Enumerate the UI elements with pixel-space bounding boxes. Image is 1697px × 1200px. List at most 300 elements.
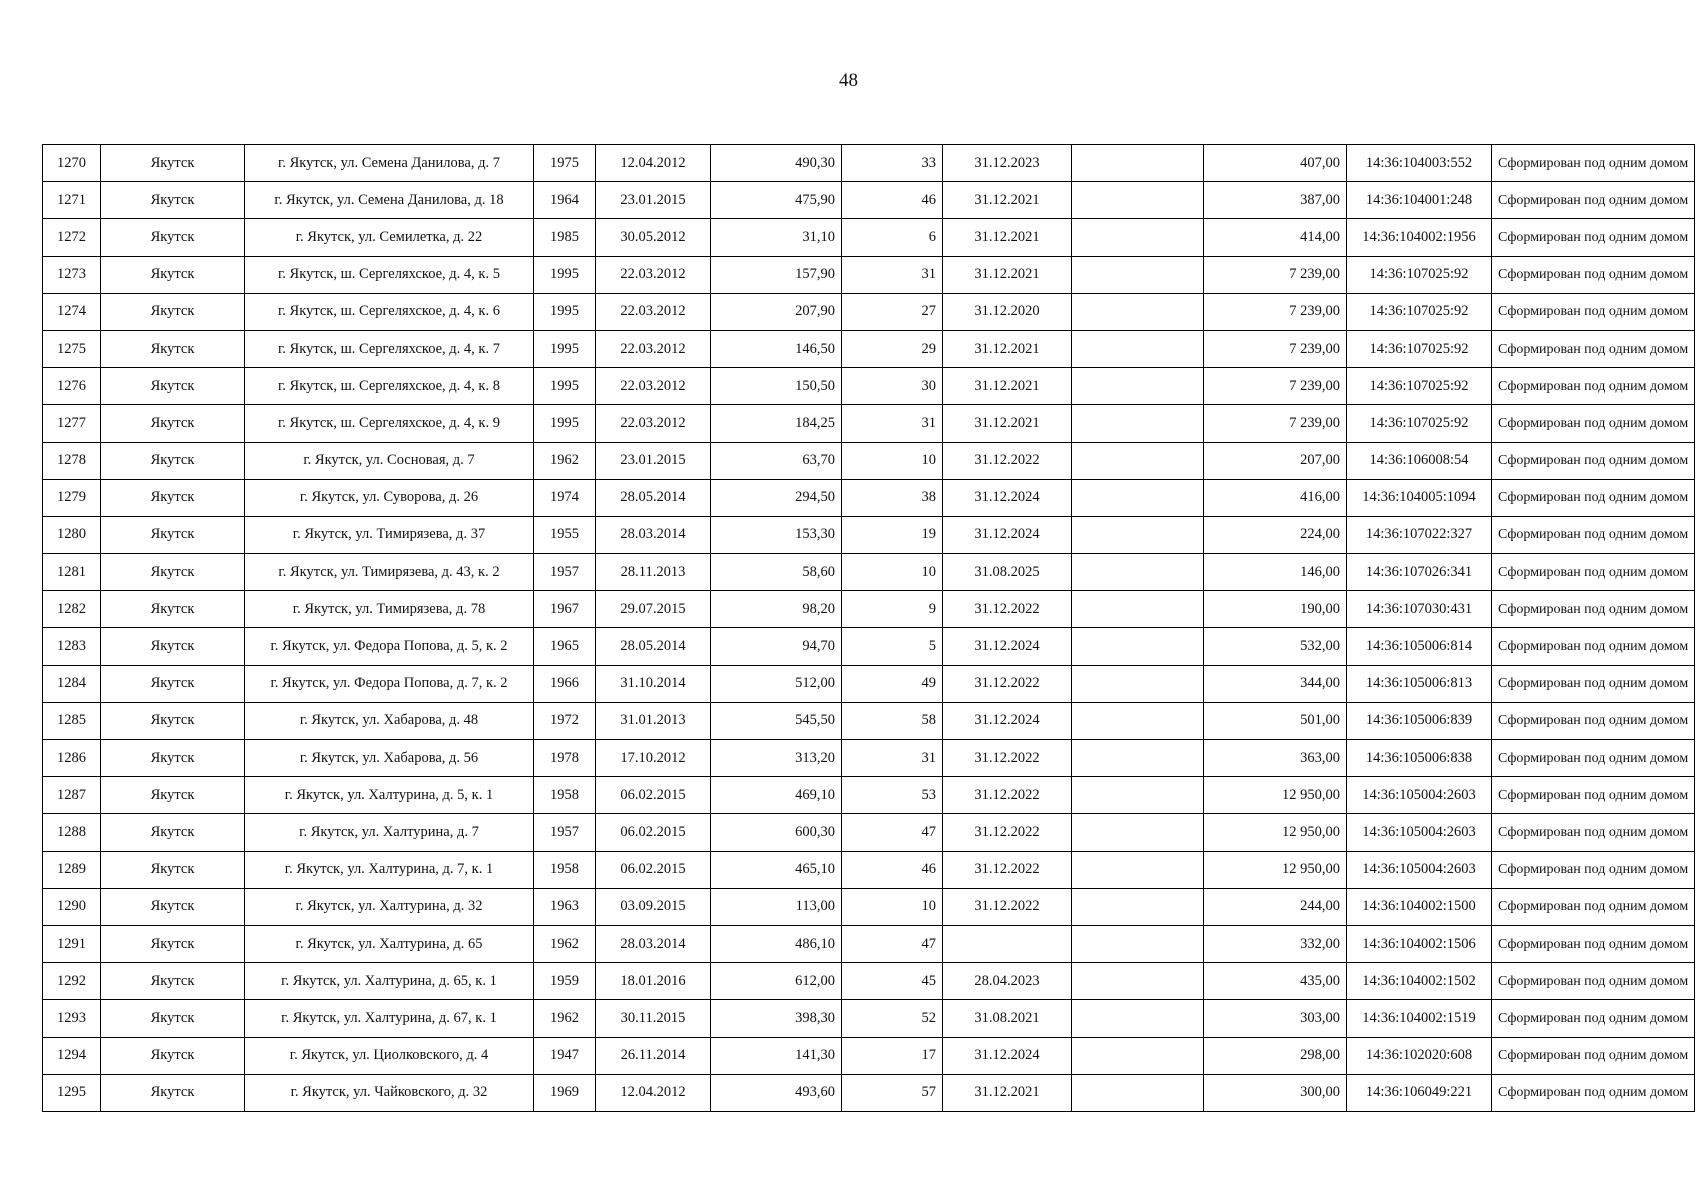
cell-land-status: Сформирован под одним домом: [1492, 442, 1695, 479]
cell-recognition-date: 28.05.2014: [596, 628, 711, 665]
cell-recognition-date: 22.03.2012: [596, 256, 711, 293]
cell-empty-column: [1072, 219, 1204, 256]
cell-empty-column: [1072, 963, 1204, 1000]
cell-land-area: 532,00: [1204, 628, 1347, 665]
cell-recognition-date: 22.03.2012: [596, 293, 711, 330]
cell-land-area: 12 950,00: [1204, 814, 1347, 851]
cell-cadastral-number: 14:36:104002:1519: [1347, 1000, 1492, 1037]
cell-land-area: 7 239,00: [1204, 368, 1347, 405]
cell-living-area: 493,60: [711, 1074, 842, 1111]
cell-settlement: Якутск: [101, 851, 245, 888]
cell-relocation-deadline: 31.12.2024: [943, 516, 1072, 553]
cell-construction-year: 1962: [534, 925, 596, 962]
cell-empty-column: [1072, 702, 1204, 739]
cell-cadastral-number: 14:36:102020:608: [1347, 1037, 1492, 1074]
cell-address: г. Якутск, ул. Халтурина, д. 7: [245, 814, 534, 851]
cell-construction-year: 1985: [534, 219, 596, 256]
cell-living-area: 113,00: [711, 888, 842, 925]
cell-residents-count: 17: [842, 1037, 943, 1074]
cell-cadastral-number: 14:36:104001:248: [1347, 182, 1492, 219]
cell-settlement: Якутск: [101, 1074, 245, 1111]
cell-land-area: 7 239,00: [1204, 293, 1347, 330]
cell-cadastral-number: 14:36:104002:1956: [1347, 219, 1492, 256]
cell-recognition-date: 31.01.2013: [596, 702, 711, 739]
cell-address: г. Якутск, ул. Суворова, д. 26: [245, 479, 534, 516]
cell-cadastral-number: 14:36:104002:1502: [1347, 963, 1492, 1000]
cell-address: г. Якутск, ул. Семена Данилова, д. 18: [245, 182, 534, 219]
cell-land-status: Сформирован под одним домом: [1492, 368, 1695, 405]
cell-settlement: Якутск: [101, 777, 245, 814]
cell-land-status: Сформирован под одним домом: [1492, 628, 1695, 665]
cell-land-area: 7 239,00: [1204, 256, 1347, 293]
cell-land-area: 146,00: [1204, 554, 1347, 591]
cell-land-area: 207,00: [1204, 442, 1347, 479]
cell-recognition-date: 31.10.2014: [596, 665, 711, 702]
cell-cadastral-number: 14:36:107025:92: [1347, 293, 1492, 330]
cell-residents-count: 46: [842, 851, 943, 888]
cell-address: г. Якутск, ш. Сергеляхское, д. 4, к. 8: [245, 368, 534, 405]
cell-settlement: Якутск: [101, 330, 245, 367]
cell-land-status: Сформирован под одним домом: [1492, 963, 1695, 1000]
cell-empty-column: [1072, 330, 1204, 367]
cell-construction-year: 1963: [534, 888, 596, 925]
cell-address: г. Якутск, ул. Циолковского, д. 4: [245, 1037, 534, 1074]
cell-recognition-date: 28.05.2014: [596, 479, 711, 516]
cell-land-status: Сформирован под одним домом: [1492, 814, 1695, 851]
cell-settlement: Якутск: [101, 888, 245, 925]
cell-cadastral-number: 14:36:107025:92: [1347, 405, 1492, 442]
table-row: [43, 442, 1695, 479]
cell-recognition-date: 23.01.2015: [596, 442, 711, 479]
cell-settlement: Якутск: [101, 591, 245, 628]
cell-living-area: 469,10: [711, 777, 842, 814]
cell-land-area: 501,00: [1204, 702, 1347, 739]
cell-land-area: 387,00: [1204, 182, 1347, 219]
cell-land-status: Сформирован под одним домом: [1492, 330, 1695, 367]
cell-address: г. Якутск, ул. Хабарова, д. 56: [245, 740, 534, 777]
table-row: [43, 256, 1695, 293]
cell-row-number: 1293: [43, 1000, 101, 1037]
page-number: 48: [839, 70, 858, 91]
table-row: [43, 368, 1695, 405]
cell-row-number: 1291: [43, 925, 101, 962]
cell-settlement: Якутск: [101, 442, 245, 479]
cell-settlement: Якутск: [101, 1000, 245, 1037]
table-row: [43, 814, 1695, 851]
cell-construction-year: 1962: [534, 1000, 596, 1037]
cell-settlement: Якутск: [101, 702, 245, 739]
cell-living-area: 545,50: [711, 702, 842, 739]
cell-living-area: 146,50: [711, 330, 842, 367]
cell-address: г. Якутск, ул. Семилетка, д. 22: [245, 219, 534, 256]
table-row: [43, 591, 1695, 628]
cell-row-number: 1271: [43, 182, 101, 219]
cell-residents-count: 38: [842, 479, 943, 516]
cell-living-area: 294,50: [711, 479, 842, 516]
cell-recognition-date: 22.03.2012: [596, 368, 711, 405]
cell-settlement: Якутск: [101, 293, 245, 330]
cell-residents-count: 10: [842, 442, 943, 479]
cell-row-number: 1288: [43, 814, 101, 851]
cell-construction-year: 1964: [534, 182, 596, 219]
cell-address: г. Якутск, ул. Тимирязева, д. 78: [245, 591, 534, 628]
cell-recognition-date: 18.01.2016: [596, 963, 711, 1000]
cell-empty-column: [1072, 1000, 1204, 1037]
cell-land-status: Сформирован под одним домом: [1492, 405, 1695, 442]
table-row: [43, 1000, 1695, 1037]
cell-land-area: 303,00: [1204, 1000, 1347, 1037]
cell-cadastral-number: 14:36:107025:92: [1347, 368, 1492, 405]
cell-empty-column: [1072, 665, 1204, 702]
cell-residents-count: 27: [842, 293, 943, 330]
cell-empty-column: [1072, 405, 1204, 442]
cell-recognition-date: 23.01.2015: [596, 182, 711, 219]
cell-settlement: Якутск: [101, 405, 245, 442]
table-row: [43, 182, 1695, 219]
table-row: [43, 330, 1695, 367]
cell-construction-year: 1959: [534, 963, 596, 1000]
cell-address: г. Якутск, ул. Халтурина, д. 5, к. 1: [245, 777, 534, 814]
cell-row-number: 1278: [43, 442, 101, 479]
cell-settlement: Якутск: [101, 516, 245, 553]
table-row: [43, 777, 1695, 814]
cell-living-area: 313,20: [711, 740, 842, 777]
cell-recognition-date: 22.03.2012: [596, 405, 711, 442]
cell-cadastral-number: 14:36:105006:813: [1347, 665, 1492, 702]
cell-cadastral-number: 14:36:105004:2603: [1347, 851, 1492, 888]
cell-relocation-deadline: 31.12.2020: [943, 293, 1072, 330]
cell-row-number: 1273: [43, 256, 101, 293]
cell-relocation-deadline: 31.12.2021: [943, 182, 1072, 219]
cell-construction-year: 1995: [534, 330, 596, 367]
cell-residents-count: 9: [842, 591, 943, 628]
cell-recognition-date: 28.03.2014: [596, 516, 711, 553]
cell-recognition-date: 29.07.2015: [596, 591, 711, 628]
cell-cadastral-number: 14:36:104002:1500: [1347, 888, 1492, 925]
table-row: [43, 479, 1695, 516]
cell-settlement: Якутск: [101, 182, 245, 219]
cell-settlement: Якутск: [101, 219, 245, 256]
cell-living-area: 512,00: [711, 665, 842, 702]
cell-construction-year: 1957: [534, 814, 596, 851]
cell-settlement: Якутск: [101, 628, 245, 665]
cell-recognition-date: 28.11.2013: [596, 554, 711, 591]
cell-relocation-deadline: 31.12.2022: [943, 740, 1072, 777]
cell-relocation-deadline: 31.08.2025: [943, 554, 1072, 591]
cell-residents-count: 30: [842, 368, 943, 405]
cell-land-area: 332,00: [1204, 925, 1347, 962]
cell-cadastral-number: 14:36:104003:552: [1347, 145, 1492, 182]
cell-cadastral-number: 14:36:105006:839: [1347, 702, 1492, 739]
cell-land-status: Сформирован под одним домом: [1492, 1037, 1695, 1074]
cell-residents-count: 52: [842, 1000, 943, 1037]
cell-land-status: Сформирован под одним домом: [1492, 516, 1695, 553]
cell-row-number: 1282: [43, 591, 101, 628]
cell-empty-column: [1072, 145, 1204, 182]
table-row: [43, 925, 1695, 962]
cell-living-area: 600,30: [711, 814, 842, 851]
cell-relocation-deadline: 28.04.2023: [943, 963, 1072, 1000]
cell-empty-column: [1072, 442, 1204, 479]
cell-residents-count: 47: [842, 925, 943, 962]
cell-row-number: 1283: [43, 628, 101, 665]
cell-land-area: 12 950,00: [1204, 851, 1347, 888]
cell-address: г. Якутск, ул. Халтурина, д. 7, к. 1: [245, 851, 534, 888]
cell-row-number: 1292: [43, 963, 101, 1000]
cell-address: г. Якутск, ул. Чайковского, д. 32: [245, 1074, 534, 1111]
cell-residents-count: 33: [842, 145, 943, 182]
cell-relocation-deadline: 31.12.2022: [943, 851, 1072, 888]
cell-residents-count: 10: [842, 888, 943, 925]
cell-settlement: Якутск: [101, 145, 245, 182]
cell-empty-column: [1072, 740, 1204, 777]
cell-cadastral-number: 14:36:107025:92: [1347, 330, 1492, 367]
cell-land-status: Сформирован под одним домом: [1492, 219, 1695, 256]
cell-construction-year: 1962: [534, 442, 596, 479]
table-row: [43, 740, 1695, 777]
cell-relocation-deadline: 31.12.2021: [943, 1074, 1072, 1111]
cell-row-number: 1275: [43, 330, 101, 367]
cell-land-status: Сформирован под одним домом: [1492, 740, 1695, 777]
cell-construction-year: 1967: [534, 591, 596, 628]
cell-recognition-date: 06.02.2015: [596, 777, 711, 814]
cell-construction-year: 1965: [534, 628, 596, 665]
cell-relocation-deadline: 31.12.2022: [943, 814, 1072, 851]
cell-residents-count: 57: [842, 1074, 943, 1111]
cell-land-status: Сформирован под одним домом: [1492, 145, 1695, 182]
cell-living-area: 157,90: [711, 256, 842, 293]
cell-recognition-date: 26.11.2014: [596, 1037, 711, 1074]
housing-registry-table: [42, 144, 1695, 1112]
cell-address: г. Якутск, ш. Сергеляхское, д. 4, к. 7: [245, 330, 534, 367]
table-row: [43, 888, 1695, 925]
cell-settlement: Якутск: [101, 740, 245, 777]
cell-recognition-date: 06.02.2015: [596, 814, 711, 851]
cell-relocation-deadline: 31.12.2021: [943, 256, 1072, 293]
cell-empty-column: [1072, 888, 1204, 925]
cell-row-number: 1279: [43, 479, 101, 516]
cell-living-area: 94,70: [711, 628, 842, 665]
cell-empty-column: [1072, 554, 1204, 591]
cell-address: г. Якутск, ул. Семена Данилова, д. 7: [245, 145, 534, 182]
cell-row-number: 1276: [43, 368, 101, 405]
cell-land-area: 416,00: [1204, 479, 1347, 516]
cell-empty-column: [1072, 814, 1204, 851]
cell-recognition-date: 03.09.2015: [596, 888, 711, 925]
cell-residents-count: 46: [842, 182, 943, 219]
cell-recognition-date: 17.10.2012: [596, 740, 711, 777]
cell-residents-count: 58: [842, 702, 943, 739]
cell-settlement: Якутск: [101, 1037, 245, 1074]
cell-living-area: 150,50: [711, 368, 842, 405]
cell-land-area: 363,00: [1204, 740, 1347, 777]
cell-relocation-deadline: 31.12.2022: [943, 665, 1072, 702]
cell-land-area: 298,00: [1204, 1037, 1347, 1074]
cell-living-area: 486,10: [711, 925, 842, 962]
cell-relocation-deadline: [943, 925, 1072, 962]
cell-cadastral-number: 14:36:105004:2603: [1347, 814, 1492, 851]
cell-land-status: Сформирован под одним домом: [1492, 479, 1695, 516]
cell-relocation-deadline: 31.12.2022: [943, 442, 1072, 479]
cell-relocation-deadline: 31.12.2024: [943, 628, 1072, 665]
cell-relocation-deadline: 31.12.2021: [943, 330, 1072, 367]
cell-address: г. Якутск, ул. Хабарова, д. 48: [245, 702, 534, 739]
cell-construction-year: 1995: [534, 293, 596, 330]
cell-living-area: 490,30: [711, 145, 842, 182]
cell-empty-column: [1072, 851, 1204, 888]
cell-row-number: 1295: [43, 1074, 101, 1111]
cell-land-area: 244,00: [1204, 888, 1347, 925]
cell-living-area: 98,20: [711, 591, 842, 628]
table-row: [43, 145, 1695, 182]
cell-empty-column: [1072, 182, 1204, 219]
cell-recognition-date: 28.03.2014: [596, 925, 711, 962]
table-row: [43, 1037, 1695, 1074]
cell-construction-year: 1958: [534, 851, 596, 888]
cell-residents-count: 49: [842, 665, 943, 702]
table-row: [43, 702, 1695, 739]
cell-settlement: Якутск: [101, 479, 245, 516]
cell-address: г. Якутск, ул. Тимирязева, д. 43, к. 2: [245, 554, 534, 591]
cell-row-number: 1287: [43, 777, 101, 814]
cell-cadastral-number: 14:36:104002:1506: [1347, 925, 1492, 962]
cell-recognition-date: 30.11.2015: [596, 1000, 711, 1037]
cell-land-status: Сформирован под одним домом: [1492, 888, 1695, 925]
cell-cadastral-number: 14:36:106008:54: [1347, 442, 1492, 479]
cell-empty-column: [1072, 1037, 1204, 1074]
cell-address: г. Якутск, ш. Сергеляхское, д. 4, к. 9: [245, 405, 534, 442]
cell-living-area: 58,60: [711, 554, 842, 591]
cell-residents-count: 10: [842, 554, 943, 591]
cell-living-area: 141,30: [711, 1037, 842, 1074]
cell-row-number: 1286: [43, 740, 101, 777]
cell-empty-column: [1072, 628, 1204, 665]
cell-empty-column: [1072, 479, 1204, 516]
cell-settlement: Якутск: [101, 925, 245, 962]
cell-land-area: 7 239,00: [1204, 330, 1347, 367]
cell-living-area: 475,90: [711, 182, 842, 219]
cell-row-number: 1281: [43, 554, 101, 591]
cell-relocation-deadline: 31.12.2021: [943, 405, 1072, 442]
cell-land-status: Сформирован под одним домом: [1492, 1074, 1695, 1111]
cell-cadastral-number: 14:36:105004:2603: [1347, 777, 1492, 814]
cell-residents-count: 6: [842, 219, 943, 256]
cell-cadastral-number: 14:36:106049:221: [1347, 1074, 1492, 1111]
cell-construction-year: 1995: [534, 256, 596, 293]
cell-living-area: 31,10: [711, 219, 842, 256]
cell-relocation-deadline: 31.12.2022: [943, 777, 1072, 814]
cell-construction-year: 1957: [534, 554, 596, 591]
cell-row-number: 1285: [43, 702, 101, 739]
cell-empty-column: [1072, 256, 1204, 293]
cell-land-status: Сформирован под одним домом: [1492, 665, 1695, 702]
cell-cadastral-number: 14:36:105006:838: [1347, 740, 1492, 777]
cell-recognition-date: 12.04.2012: [596, 145, 711, 182]
cell-relocation-deadline: 31.08.2021: [943, 1000, 1072, 1037]
cell-living-area: 207,90: [711, 293, 842, 330]
cell-settlement: Якутск: [101, 814, 245, 851]
cell-residents-count: 29: [842, 330, 943, 367]
cell-relocation-deadline: 31.12.2022: [943, 591, 1072, 628]
cell-relocation-deadline: 31.12.2021: [943, 368, 1072, 405]
table-row: [43, 628, 1695, 665]
cell-settlement: Якутск: [101, 963, 245, 1000]
cell-land-status: Сформирован под одним домом: [1492, 256, 1695, 293]
cell-address: г. Якутск, ул. Федора Попова, д. 5, к. 2: [245, 628, 534, 665]
cell-row-number: 1289: [43, 851, 101, 888]
table-row: [43, 963, 1695, 1000]
cell-settlement: Якутск: [101, 256, 245, 293]
cell-cadastral-number: 14:36:105006:814: [1347, 628, 1492, 665]
cell-address: г. Якутск, ул. Халтурина, д. 32: [245, 888, 534, 925]
cell-recognition-date: 06.02.2015: [596, 851, 711, 888]
cell-relocation-deadline: 31.12.2024: [943, 702, 1072, 739]
cell-land-status: Сформирован под одним домом: [1492, 925, 1695, 962]
cell-address: г. Якутск, ул. Халтурина, д. 65: [245, 925, 534, 962]
cell-empty-column: [1072, 1074, 1204, 1111]
cell-address: г. Якутск, ул. Федора Попова, д. 7, к. 2: [245, 665, 534, 702]
cell-land-area: 7 239,00: [1204, 405, 1347, 442]
cell-land-status: Сформирован под одним домом: [1492, 182, 1695, 219]
cell-land-area: 344,00: [1204, 665, 1347, 702]
cell-address: г. Якутск, ул. Халтурина, д. 67, к. 1: [245, 1000, 534, 1037]
cell-living-area: 184,25: [711, 405, 842, 442]
cell-address: г. Якутск, ул. Халтурина, д. 65, к. 1: [245, 963, 534, 1000]
cell-address: г. Якутск, ул. Сосновая, д. 7: [245, 442, 534, 479]
cell-residents-count: 53: [842, 777, 943, 814]
cell-cadastral-number: 14:36:104005:1094: [1347, 479, 1492, 516]
cell-living-area: 612,00: [711, 963, 842, 1000]
cell-land-status: Сформирован под одним домом: [1492, 591, 1695, 628]
cell-settlement: Якутск: [101, 554, 245, 591]
cell-address: г. Якутск, ш. Сергеляхское, д. 4, к. 6: [245, 293, 534, 330]
cell-residents-count: 5: [842, 628, 943, 665]
cell-residents-count: 47: [842, 814, 943, 851]
cell-land-area: 407,00: [1204, 145, 1347, 182]
cell-construction-year: 1969: [534, 1074, 596, 1111]
cell-living-area: 398,30: [711, 1000, 842, 1037]
cell-land-area: 224,00: [1204, 516, 1347, 553]
cell-relocation-deadline: 31.12.2024: [943, 479, 1072, 516]
cell-row-number: 1294: [43, 1037, 101, 1074]
cell-living-area: 153,30: [711, 516, 842, 553]
cell-construction-year: 1955: [534, 516, 596, 553]
cell-address: г. Якутск, ул. Тимирязева, д. 37: [245, 516, 534, 553]
cell-construction-year: 1966: [534, 665, 596, 702]
cell-construction-year: 1978: [534, 740, 596, 777]
cell-construction-year: 1975: [534, 145, 596, 182]
table-row: [43, 405, 1695, 442]
cell-row-number: 1280: [43, 516, 101, 553]
table-row: [43, 851, 1695, 888]
cell-relocation-deadline: 31.12.2021: [943, 219, 1072, 256]
cell-row-number: 1272: [43, 219, 101, 256]
cell-land-area: 190,00: [1204, 591, 1347, 628]
cell-construction-year: 1974: [534, 479, 596, 516]
cell-land-status: Сформирован под одним домом: [1492, 1000, 1695, 1037]
cell-residents-count: 31: [842, 256, 943, 293]
cell-settlement: Якутск: [101, 665, 245, 702]
cell-recognition-date: 30.05.2012: [596, 219, 711, 256]
table-row: [43, 219, 1695, 256]
cell-recognition-date: 22.03.2012: [596, 330, 711, 367]
cell-cadastral-number: 14:36:107025:92: [1347, 256, 1492, 293]
cell-empty-column: [1072, 925, 1204, 962]
cell-land-status: Сформирован под одним домом: [1492, 851, 1695, 888]
cell-row-number: 1290: [43, 888, 101, 925]
cell-relocation-deadline: 31.12.2023: [943, 145, 1072, 182]
cell-row-number: 1277: [43, 405, 101, 442]
